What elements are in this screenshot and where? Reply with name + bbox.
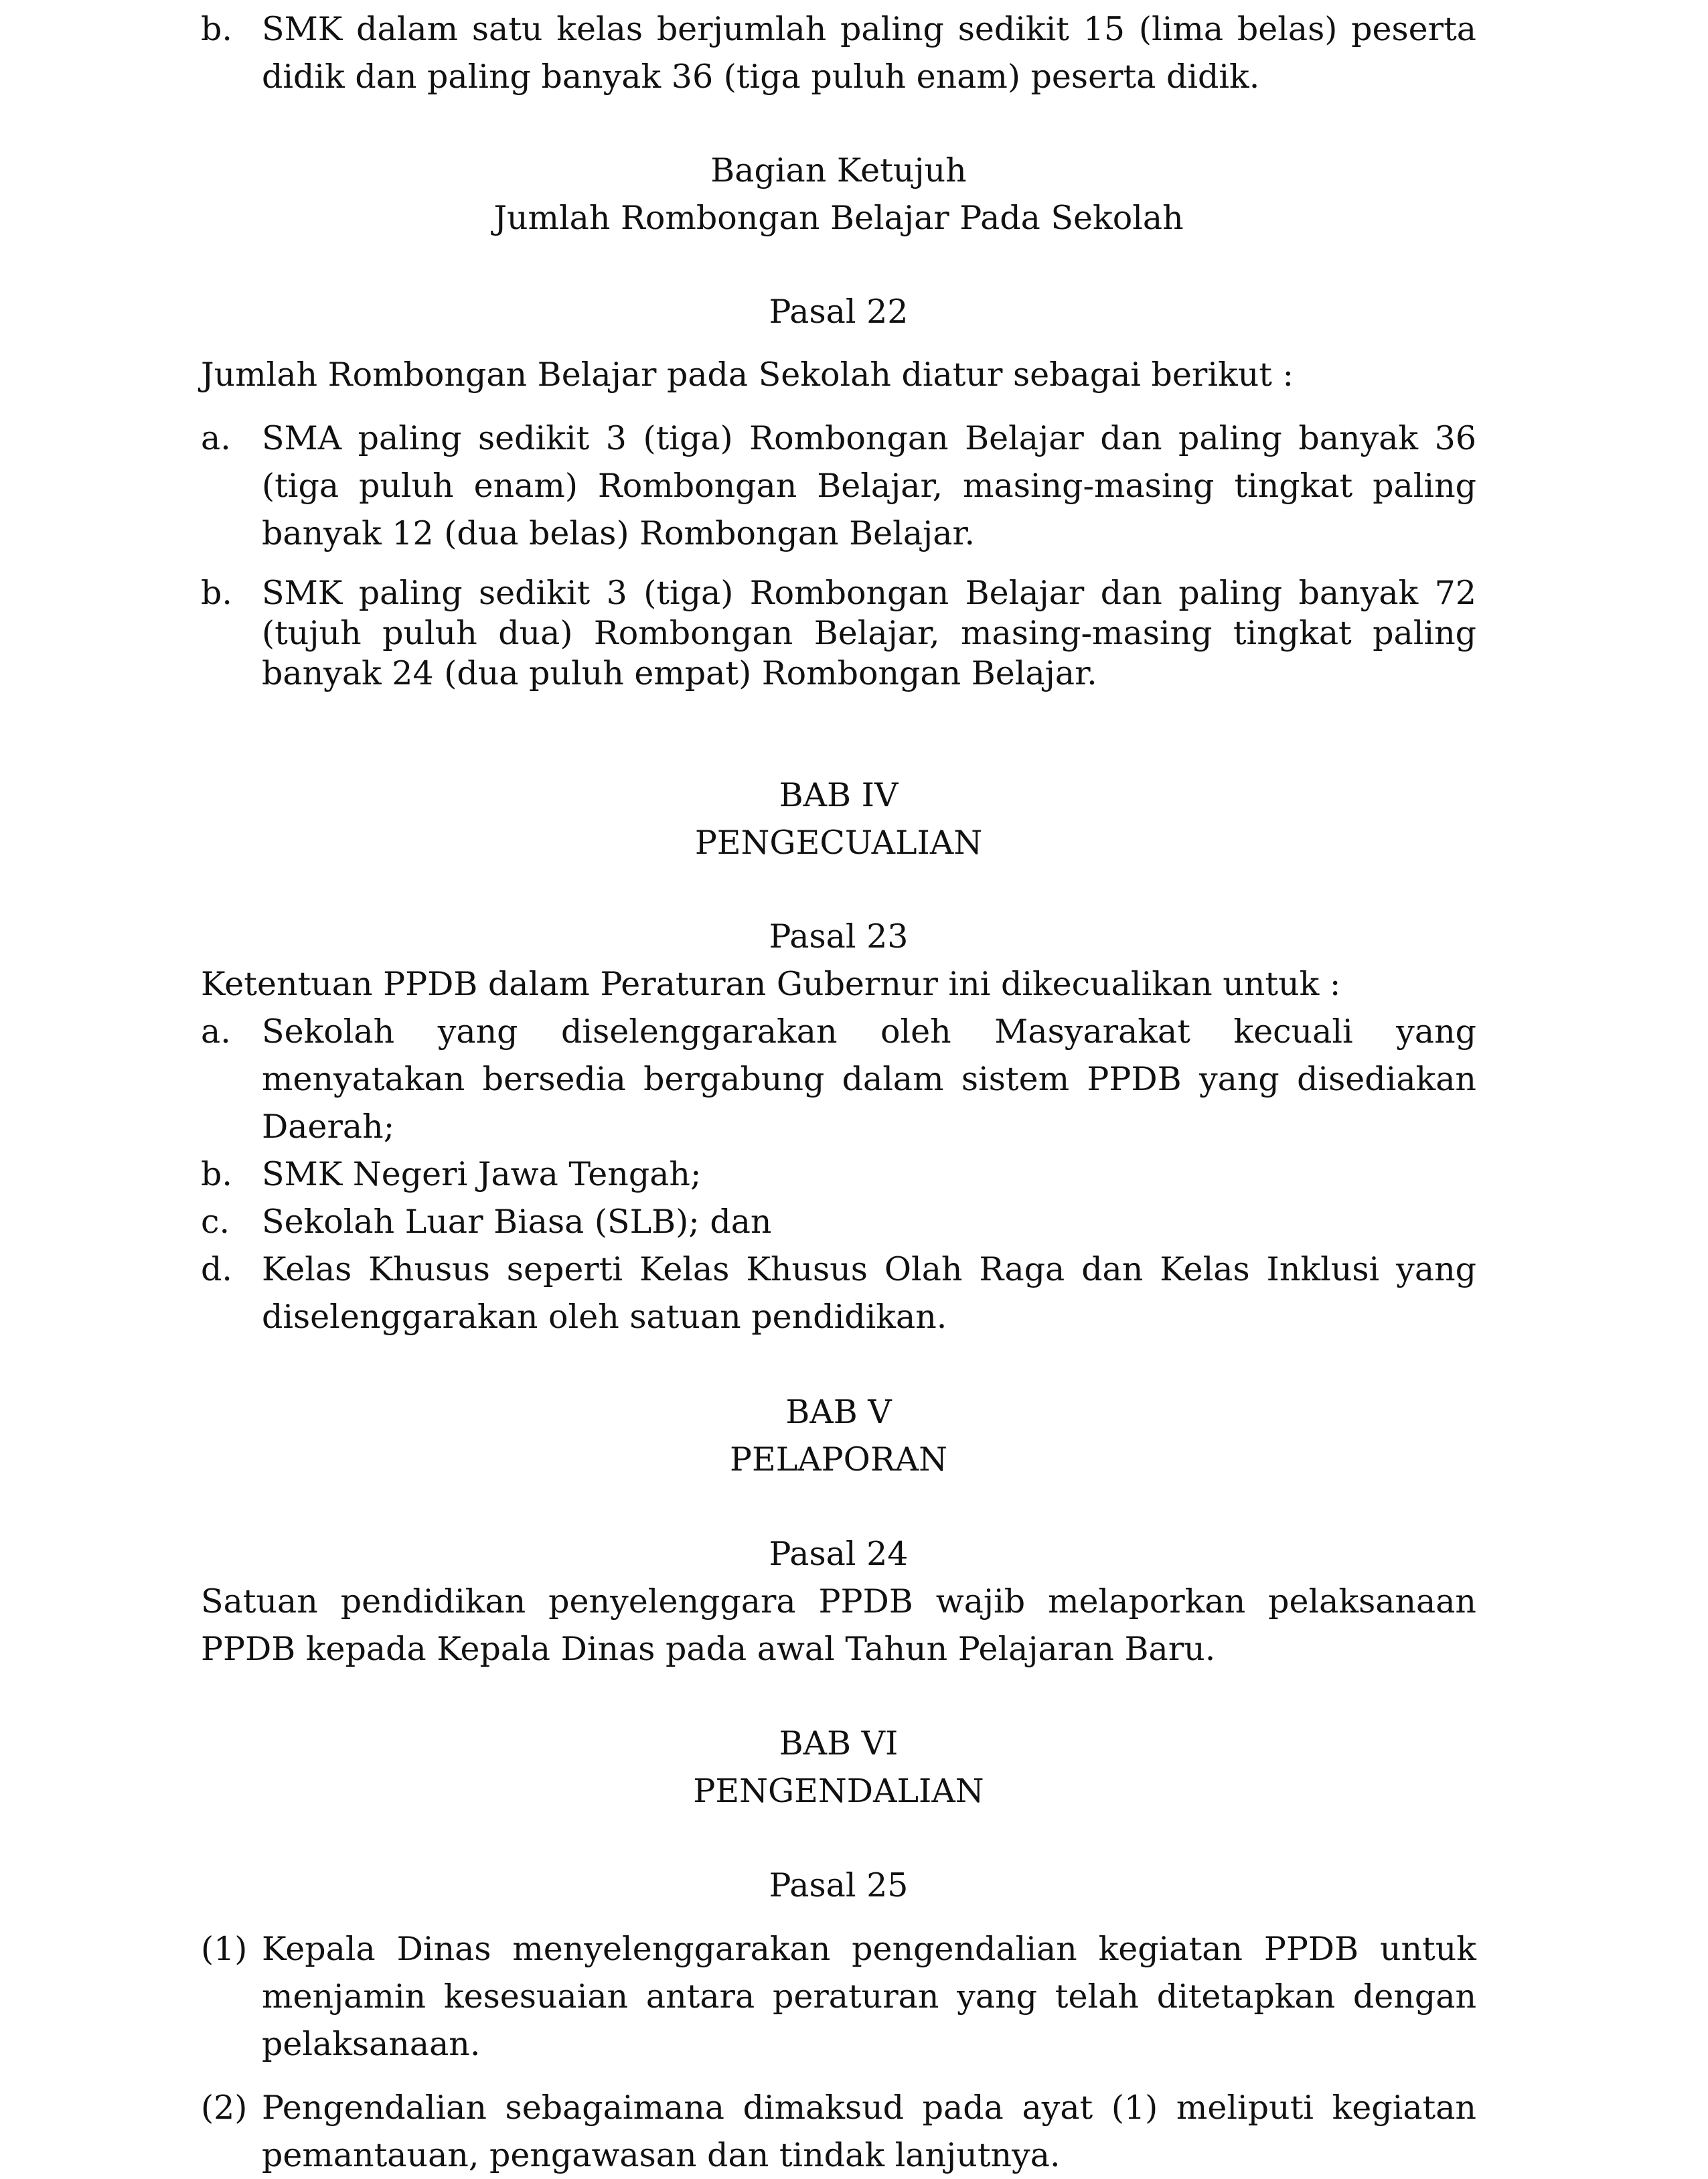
page-content — [201, 5, 1476, 2179]
list-item — [201, 1008, 1476, 1150]
pasal-heading: Pasal 24 — [769, 1535, 909, 1573]
pasal-intro: Ketentuan PPDB dalam Peraturan Gubernur ini dikecualikan untuk : — [201, 965, 1341, 1003]
list-item — [201, 573, 1476, 694]
list-item-text: Kelas Khusus seperti Kelas Khusus Olah Raga dan Kelas Inklusi yang diselenggarakan oleh satuan pendidikan. — [262, 1250, 1476, 1336]
pasal-text: Satuan pendidikan penyelenggara PPDB wajib melaporkan pelaksanaan PPDB kepada Kepala Dinas pada awal Tahun Pelajaran Baru. — [201, 1582, 1476, 1668]
pasal-heading: Pasal 23 — [769, 917, 909, 956]
list-item-text: SMK dalam satu kelas berjumlah paling sedikit 15 (lima belas) peserta didik dan paling banyak 36 (tiga puluh enam) peserta didik. — [262, 10, 1476, 96]
list-marker: b. — [201, 10, 232, 48]
chapter-subtitle: PENGECUALIAN — [694, 824, 983, 862]
list-item — [201, 5, 1476, 100]
list-item-text: Sekolah Luar Biasa (SLB); dan — [262, 1203, 772, 1241]
chapter-title: BAB VI — [779, 1724, 899, 1762]
list-item-text: SMA paling sedikit 3 (tiga) Rombongan Belajar dan paling banyak 36 (tiga puluh enam) Rombongan Belajar, masing-masing tingkat paling banyak 12 (dua belas) Rombongan Belajar. — [262, 419, 1476, 552]
list-marker: a. — [201, 1012, 231, 1051]
list-marker: d. — [201, 1250, 232, 1288]
list-item-text: SMK Negeri Jawa Tengah; — [262, 1155, 702, 1193]
pasal-heading: Pasal 22 — [769, 293, 909, 331]
list-marker: b. — [201, 1155, 232, 1193]
section-subtitle: Jumlah Rombongan Belajar Pada Sekolah — [493, 199, 1184, 237]
section-title: Bagian Ketujuh — [710, 151, 967, 190]
chapter-title: BAB IV — [779, 776, 899, 814]
list-item-text: SMK paling sedikit 3 (tiga) Rombongan Belajar dan paling banyak 72 (tujuh puluh dua) Rombongan Belajar, masing-masing tingkat paling banyak 24 (dua puluh empat) Rombongan Belajar. — [262, 574, 1476, 692]
chapter-title: BAB V — [785, 1393, 892, 1431]
list-item — [201, 1246, 1476, 1341]
list-item — [201, 1150, 1476, 1198]
chapter-subtitle: PELAPORAN — [730, 1440, 947, 1479]
list-marker: (1) — [201, 1930, 248, 1968]
list-marker: b. — [201, 574, 232, 612]
list-item — [201, 2084, 1476, 2179]
list-marker: c. — [201, 1203, 230, 1241]
list-item-text: Sekolah yang diselenggarakan oleh Masyarakat kecuali yang menyatakan bersedia bergabung dalam sistem PPDB yang disediakan Daerah; — [262, 1012, 1476, 1146]
list-marker: a. — [201, 419, 231, 457]
pasal-heading: Pasal 25 — [769, 1866, 909, 1904]
chapter-subtitle: PENGENDALIAN — [693, 1772, 984, 1810]
list-marker: (2) — [201, 2089, 248, 2127]
list-item — [201, 1925, 1476, 2068]
list-item-text: Kepala Dinas menyelenggarakan pengendalian kegiatan PPDB untuk menjamin kesesuaian antara peraturan yang telah ditetapkan dengan pelaksanaan. — [262, 1930, 1476, 2063]
list-item — [201, 415, 1476, 557]
list-item — [201, 1198, 1476, 1246]
list-item-text: Pengendalian sebagaimana dimaksud pada ayat (1) meliputi kegiatan pemantauan, pengawasan dan tindak lanjutnya. — [262, 2089, 1476, 2174]
pasal-intro: Jumlah Rombongan Belajar pada Sekolah diatur sebagai berikut : — [201, 356, 1294, 394]
